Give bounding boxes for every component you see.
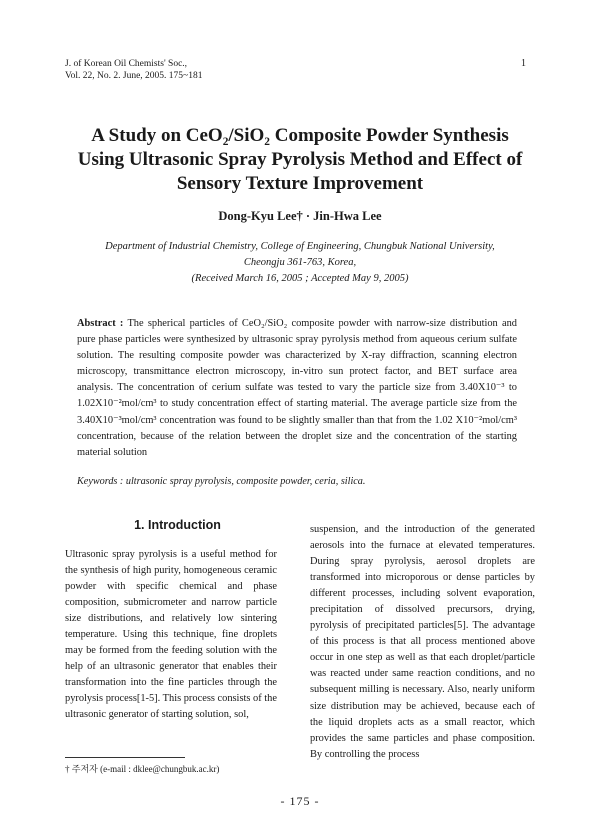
title-line-1: A Study on CeO₂/SiO₂ Composite Powder Synthesis <box>91 125 509 146</box>
affiliation <box>40 239 560 287</box>
footnote-divider <box>65 757 185 758</box>
affiliation-line-2: Cheongju 361-763, Korea, <box>243 257 357 268</box>
footnote: † 주저자 (e-mail : dklee@chungbuk.ac.kr) <box>65 764 220 774</box>
abstract-text: The spherical particles of CeO₂/SiO₂ composite powder with narrow-size distribution and pure phase particles were synthesized by ultrasonic spray pyrolysis method from aqueous cerium sulfate solution. The resulting composite powder was characterized by X-ray diffraction, scanning electron microscopy, transmittance electron microscopy, in-vitro sun protect factor, and BET surface area analysis. The concentration of cerium sulfate was tested to vary the particle size from 3.40X10⁻³ to 1.02X10⁻²mol/cm³ to study concentration effect of starting material. The average particle size from the 3.40X10⁻³mol/cm³ concentration was found to be slightly smaller than that from the 1.02 X10⁻²mol/cm³ concentration, because of the relation between the droplet size and the concentration of the starting material solution <box>77 318 517 458</box>
title-line-2: Using Ultrasonic Spray Pyrolysis Method and Effect of <box>77 149 523 170</box>
section-heading-introduction: 1. Introduction <box>134 518 221 532</box>
journal-line-2: Vol. 22, No. 2. June, 2005. 175~181 <box>65 71 203 81</box>
page-footer-number: - 175 - <box>280 794 320 808</box>
abstract <box>77 316 517 461</box>
keywords: Keywords : ultrasonic spray pyrolysis, composite powder, ceria, silica. <box>77 476 366 487</box>
affiliation-line-1: Department of Industrial Chemistry, College of Engineering, Chungbuk National University, <box>105 241 495 252</box>
received-dates: (Received March 16, 2005 ; Accepted May 9, 2005) <box>191 273 409 284</box>
journal-citation <box>65 58 202 82</box>
authors: Dong-Kyu Lee† · Jin-Hwa Lee <box>218 209 382 223</box>
abstract-label: Abstract : <box>77 318 124 329</box>
introduction-left-column: Ultrasonic spray pyrolysis is a useful method for the synthesis of high purity, homogeneous ceramic powder with specific chemical and phase composition, submicrometer and narrow particle size distributions, and relatively low sintering temperature. Using this technique, fine droplets may be formed from the feeding solution with the help of an ultrasonic generator that enables their transformation into the fine particles through the pyrolysis process[1-5]. This process consists of the ultrasonic generator of starting solution, sol, <box>65 549 277 721</box>
title-line-3: Sensory Texture Improvement <box>176 173 424 194</box>
journal-line-1: J. of Korean Oil Chemists' Soc., <box>65 59 188 69</box>
introduction-right-column: suspension, and the introduction of the generated aerosols into the furnace at elevated temperatures. During spray pyrolysis, aerosol droplets are transformed into microporous or dense particles by different processes, including solvent evaporation, precipitation of dissolved precursors, drying, pyrolysis of precipitated particles[5]. The advantage of this process is that all process mentioned above occur in one step as well as that each droplet/particle was reacted under same reaction conditions, and no subsequent milling is necessary. Also, nearly uniform size distribution may be achieved, because each of the liquid droplets acts as a small reactor, which provides the same particles and phase composition. By controlling the process <box>310 524 535 760</box>
paper-title <box>40 124 560 196</box>
page-number-top: 1 <box>521 58 526 69</box>
